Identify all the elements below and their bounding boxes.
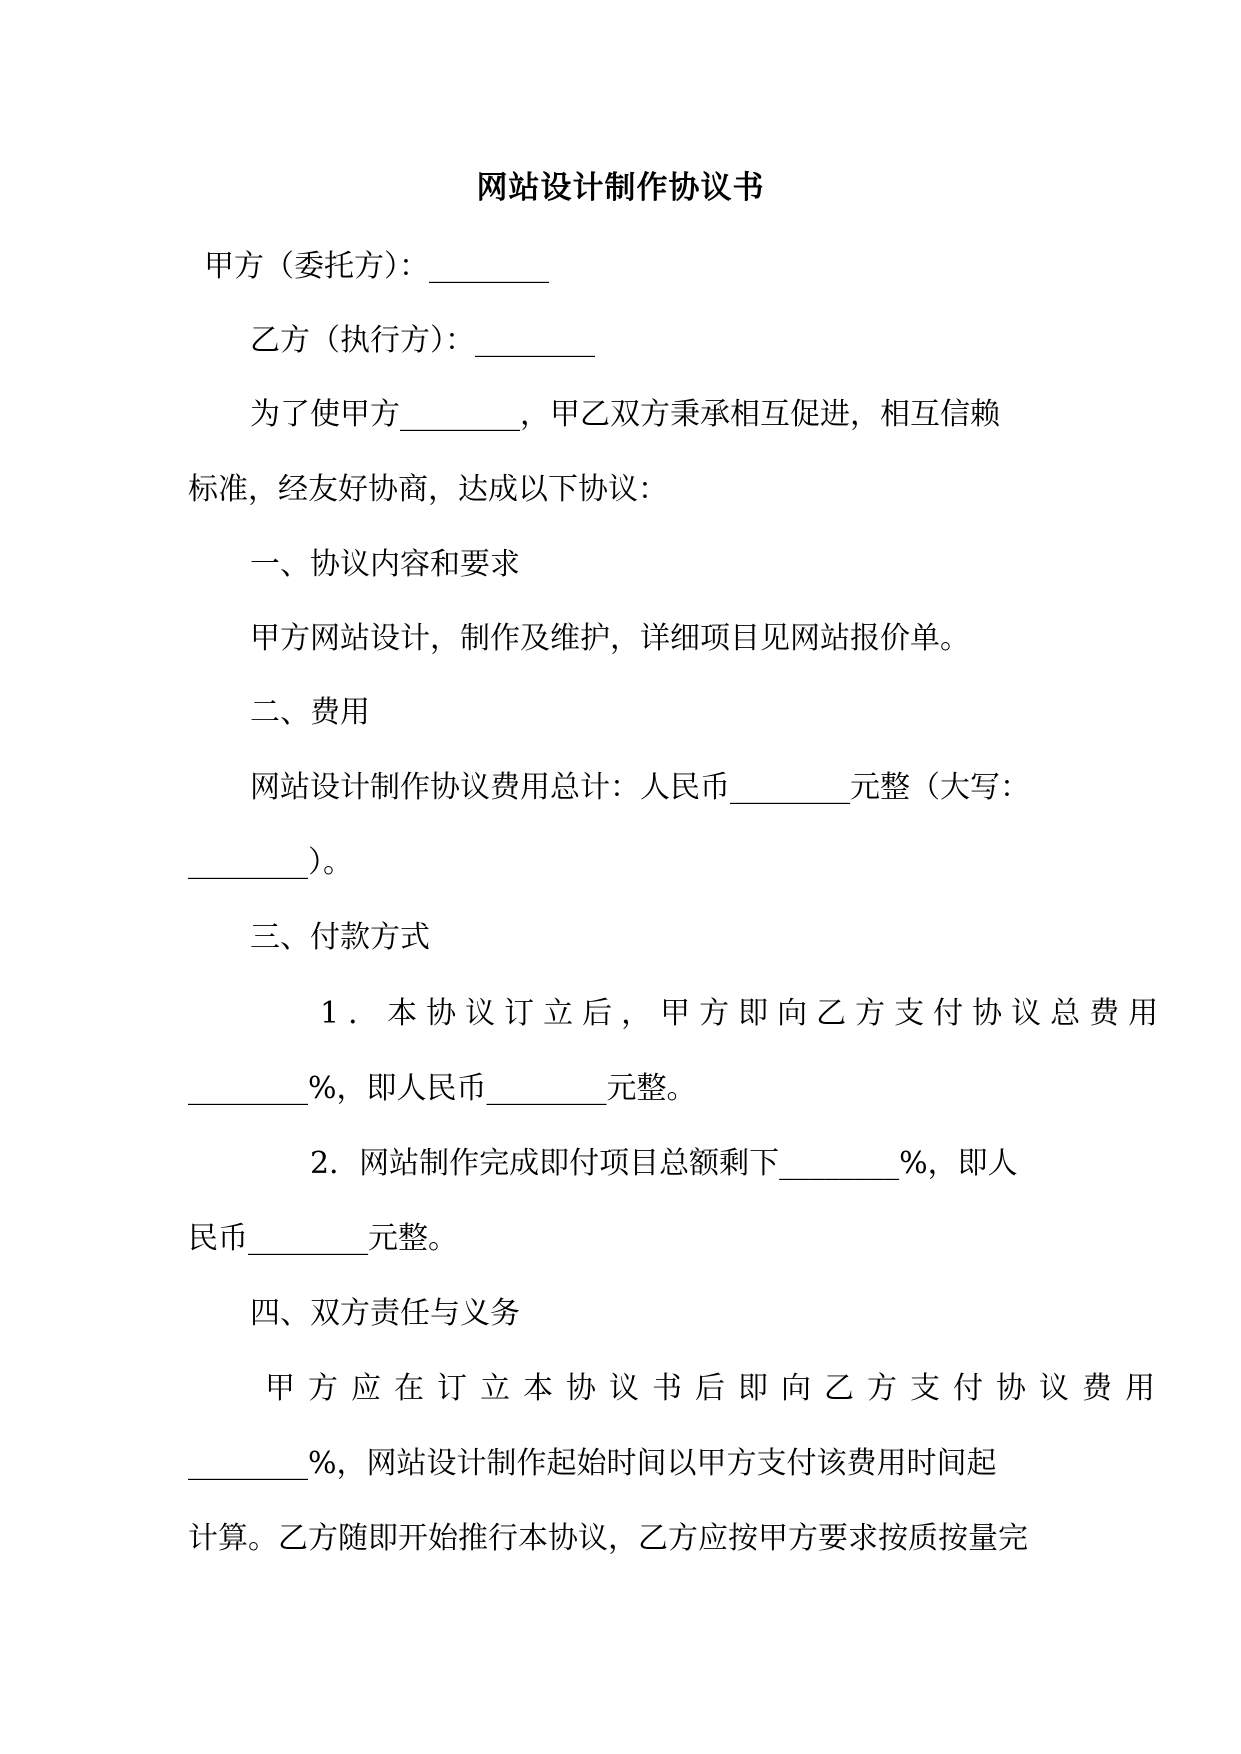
section-heading-1: 一、协议内容和要求 (250, 547, 520, 582)
section-heading-3: 三、付款方式 (250, 920, 430, 955)
section-2-text-line-1: 网站设计制作协议费用总计：人民币________元整（大写： (250, 770, 1030, 805)
document-title: 网站设计制作协议书 (476, 170, 765, 206)
party-b-line: 乙方（执行方）：________ (250, 323, 595, 358)
section-4-text-line-1: 甲方应在订立本协议书后即向乙方支付协议费用 (265, 1371, 1168, 1406)
payment-item-2-line-1: 2．网站制作完成即付项目总额剩下________%，即人 (310, 1146, 1018, 1181)
section-heading-4: 四、双方责任与义务 (250, 1296, 520, 1331)
payment-item-1-line-1: 1．本协议订立后，甲方即向乙方支付协议总费用 (320, 996, 1168, 1031)
party-a-line: 甲方（委托方）：________ (204, 249, 549, 284)
payment-item-2-line-2: 民币________元整。 (188, 1221, 458, 1256)
section-2-text-line-2: ________）。 (188, 845, 353, 880)
section-4-text-line-3: 计算。乙方随即开始推行本协议，乙方应按甲方要求按质按量完 (188, 1521, 1028, 1556)
payment-item-1-line-2: ________%，即人民币________元整。 (188, 1071, 697, 1106)
section-heading-2: 二、费用 (250, 695, 370, 730)
section-1-text: 甲方网站设计，制作及维护，详细项目见网站报价单。 (250, 621, 970, 656)
paragraph-intro-line-1: 为了使甲方________，甲乙双方秉承相互促进，相互信赖 (250, 397, 1000, 432)
paragraph-intro-line-2: 标准，经友好协商，达成以下协议： (188, 472, 668, 507)
section-4-text-line-2: ________%，网站设计制作起始时间以甲方支付该费用时间起 (188, 1446, 997, 1481)
